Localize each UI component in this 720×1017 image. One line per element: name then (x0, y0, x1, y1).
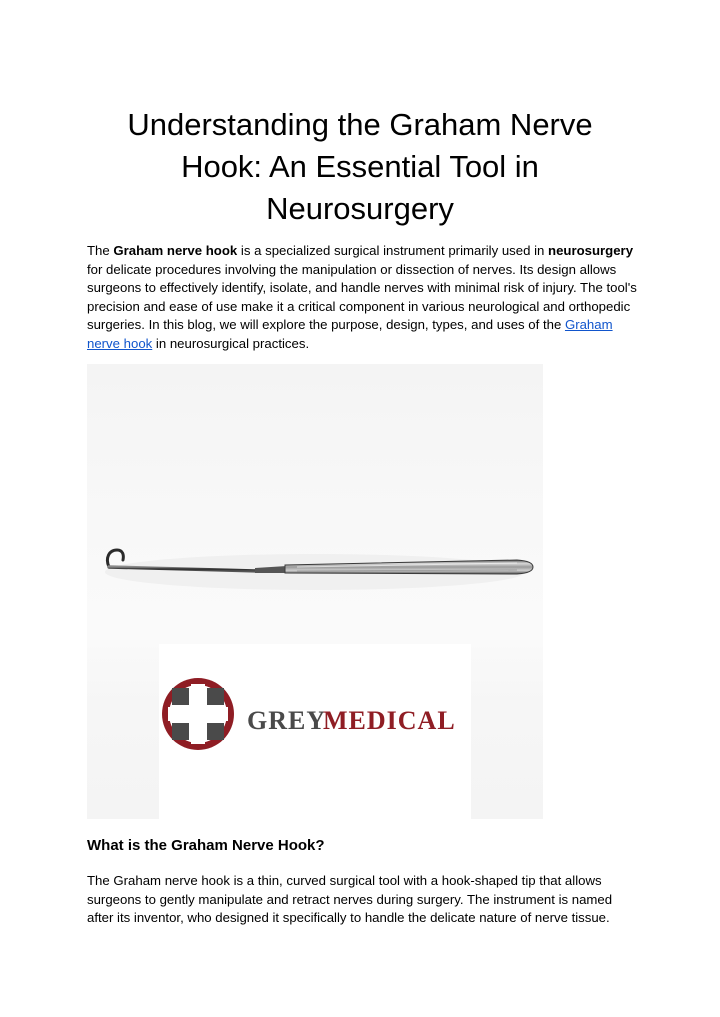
section-heading: What is the Graham Nerve Hook? (87, 837, 325, 854)
section-paragraph: The Graham nerve hook is a thin, curved surgical tool with a hook-shaped tip that allows surgeons to gently manipulate and retract nerves during surgery. The instrument is named after its inventor, who designed it specifically to handle the delicate nature of nerve tissue. (87, 873, 613, 926)
intro-text-2: is a specialized surgical instrument primarily used in (237, 243, 549, 258)
logo-word-medical: MEDICAL (323, 706, 456, 735)
page-title: Understanding the Graham Nerve Hook: An Essential Tool in Neurosurgery (127, 107, 593, 226)
intro-bold-neurosurgery: neurosurgery (548, 243, 634, 258)
logo-word-grey: GREY (247, 706, 327, 735)
graham-nerve-hook-instrument-icon (105, 550, 533, 590)
intro-text-3: for delicate procedures involving the manipulation or dissection of nerves. Its design allows surgeons to effectively identify, isolate, and handle nerves with minimal risk of injury. The tool's precision and ease of use make it a critical component in various neurological and orthopedic surgeries. In this blog, we will explore the purpose, design, types, and uses of the (87, 261, 637, 333)
graham-nerve-hook-link[interactable]: Graham nerve hook (87, 317, 613, 351)
intro-text-1: The (87, 243, 114, 258)
intro-bold-graham-nerve-hook: Graham nerve hook (113, 243, 238, 258)
product-image (87, 364, 543, 819)
grey-medical-logo-cross-icon (162, 678, 234, 750)
intro-paragraph (87, 242, 642, 354)
intro-text-4: in neurosurgical practices. (152, 335, 310, 351)
